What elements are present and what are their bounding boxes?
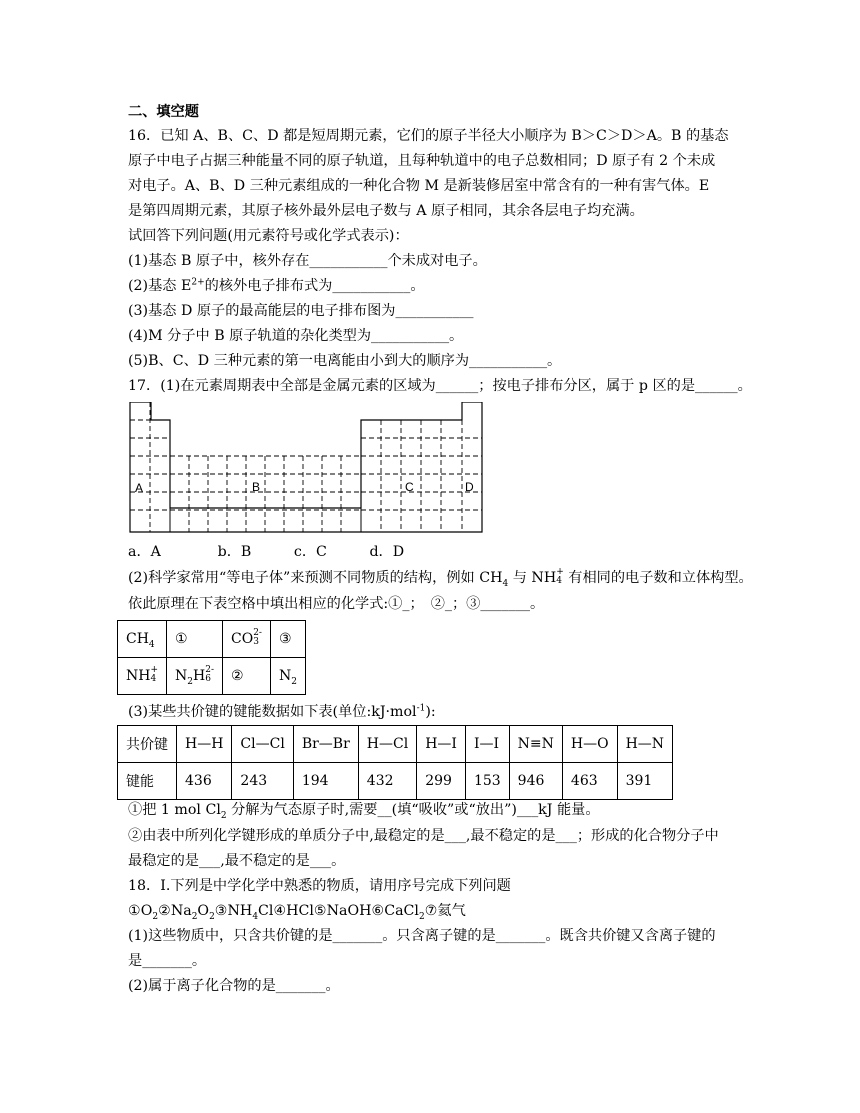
- table-cell: H—N: [617, 726, 672, 763]
- table-cell: 键能: [118, 763, 177, 800]
- region-label-b: B: [252, 480, 261, 494]
- section-title: 二、填空题: [128, 104, 199, 120]
- table-cell: Br—Br: [293, 726, 358, 763]
- q16-line-2: 原子中电子占据三种能量不同的原子轨道，且每种轨道中的电子总数相同；D 原子有 2 个未成: [128, 153, 716, 169]
- q17-intro: 17．(1)在元素周期表中全部是金属元素的区域为______；按电子排布分区，属于 p 区的是______。: [128, 378, 752, 394]
- table-header-row: [118, 726, 673, 763]
- table-cell: 153: [465, 763, 509, 800]
- table-cell: 243: [232, 763, 293, 800]
- q17-options: a．A b．B c．C d．D: [128, 544, 405, 560]
- q16-sub-2: (2)基态 $E^{2+}$的核外电子排布式为___________。: [128, 277, 425, 294]
- table-cell: Cl—Cl: [232, 726, 293, 763]
- table-cell: ②: [223, 658, 271, 695]
- table-cell: N≡N: [509, 726, 562, 763]
- table-cell: I—I: [465, 726, 509, 763]
- table-cell: H—I: [417, 726, 466, 763]
- table-cell: ③: [270, 621, 305, 658]
- q16-sub-5: (5)B、C、D 三种元素的第一电离能由小到大的顺序为___________。: [128, 353, 562, 369]
- table-cell: 299: [417, 763, 466, 800]
- table-cell: 432: [358, 763, 416, 800]
- q16-line-1: 16．已知 A、B、C、D 都是短周期元素，它们的原子半径大小顺序为 B＞C＞D＞A。B 的基态: [128, 128, 729, 144]
- table-cell: H—O: [562, 726, 617, 763]
- table-cell: 391: [617, 763, 672, 800]
- isoelectronic-table: [117, 620, 306, 695]
- periodic-table-region-borders: [170, 420, 361, 532]
- table-cell: 共价键: [118, 726, 177, 763]
- table-cell: H—Cl: [358, 726, 416, 763]
- q16-sub-4: (4)M 分子中 B 原子轨道的杂化类型为___________。: [128, 328, 464, 344]
- region-label-d: D: [465, 480, 474, 494]
- bond-energy-table: [117, 725, 673, 800]
- table-cell: 194: [293, 763, 358, 800]
- q17-part2-line1: (2)科学家常用“等电子体”来预测不同物质的结构，例如 $CH_4$ 与 NH + 4 有相同的电子数和立体构型。: [128, 567, 753, 589]
- table-row: [118, 658, 306, 695]
- q17-part3-q2-line2: 最稳定的是___,最不稳定的是___。: [128, 853, 346, 869]
- region-label-c: C: [405, 480, 414, 494]
- q17-part3-q1: ①把 1 mol $Cl_2$ 分解为气态原子时,需要__(填“吸收”或“放出”)___kJ 能量。: [128, 802, 600, 821]
- table-cell: $N_2H$ 2- 6: [167, 658, 223, 695]
- table-cell: H—H: [177, 726, 232, 763]
- table-cell: CO 2- 3: [223, 621, 271, 658]
- q16-sub-1: (1)基态 B 原子中，核外存在___________个未成对电子。: [128, 253, 487, 269]
- table-row: [118, 763, 673, 800]
- q18-substances: $①O_2②Na_2O_2③NH_4Cl④HCl⑤NaOH⑥CaCl_2⑦$氦气: [128, 903, 466, 922]
- q17-part3-intro: (3)某些共价键的键能数据如下表(单位:kJ·mol$^{-1}$):: [128, 703, 436, 720]
- region-label-a: A: [135, 481, 144, 495]
- table-cell: ①: [167, 621, 223, 658]
- periodic-table-grid: [130, 402, 482, 532]
- table-cell: 946: [509, 763, 562, 800]
- q18-sub-1-line1: (1)这些物质中，只含共价键的是_______。只含离子键的是_______。既含共价键又含离子键的: [128, 928, 716, 944]
- q16-sub-3: (3)基态 D 原子的最高能层的电子排布图为___________: [128, 303, 474, 319]
- q16-line-3: 对电子。A、B、D 三种元素组成的一种化合物 M 是新装修居室中常含有的一种有害气体。E: [128, 178, 710, 194]
- table-cell: $N_2$: [270, 658, 305, 695]
- table-row: [118, 621, 306, 658]
- table-cell: NH + 4: [118, 658, 167, 695]
- table-cell: 436: [177, 763, 232, 800]
- q18-sub-1-line2: 是_______。: [128, 953, 207, 969]
- table-cell: 463: [562, 763, 617, 800]
- periodic-table-figure: [128, 402, 484, 534]
- q16-line-4: 是第四周期元素，其原子核外最外层电子数与 A 原子相同，其余各层电子均充满。: [128, 203, 644, 219]
- q16-line-5: 试回答下列问题(用元素符号或化学式表示)：: [128, 228, 409, 244]
- table-cell: $CH_4$: [118, 621, 167, 658]
- periodic-table-outline: [130, 402, 482, 532]
- q17-part3-q2-line1: ②由表中所列化学键形成的单质分子中,最稳定的是___,最不稳定的是___；形成的化合物分子中: [128, 828, 719, 844]
- q18-sub-2: (2)属于离子化合物的是_______。: [128, 978, 340, 994]
- q18-intro: 18．I.下列是中学化学中熟悉的物质，请用序号完成下列问题: [128, 878, 511, 894]
- q17-part2-line2: 依此原理在下表空格中填出相应的化学式:①_； ②_；③_______。: [128, 596, 545, 612]
